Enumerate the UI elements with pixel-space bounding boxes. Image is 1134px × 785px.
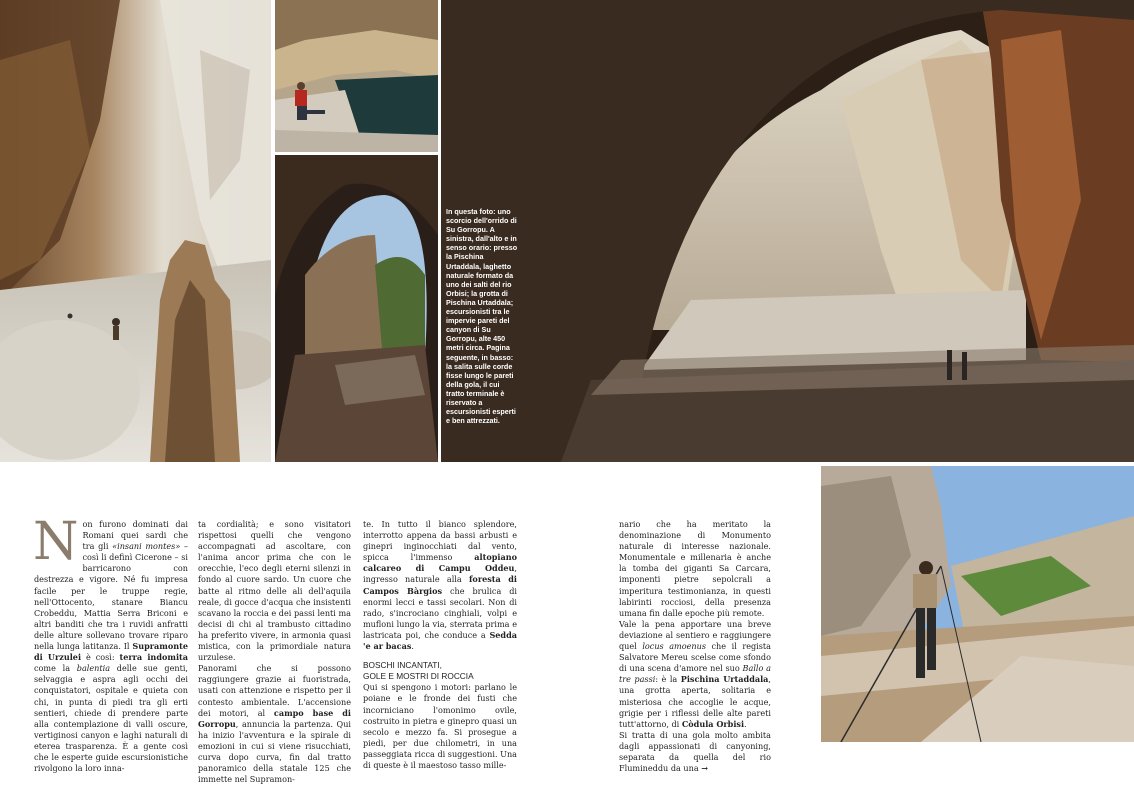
bold-text: campo base di Gorropu [198,707,351,729]
text: , una grotta aperta, solitaria e misteriosa che accoglie le acque, grigie per i riflessi delle alte pareti tutt'attorno, di [619,674,771,729]
photo-climber-fixed-ropes [821,466,1134,742]
text: te. In tutto il bianco splendore, interrotto appena da bassi arbusti e ginepri inginocchiati dal vento, spicca l'immenso [363,519,517,563]
article-column-3 [363,519,517,771]
italic-text: «insani montes» [112,541,181,552]
text: che il regista Salvatore Mereu scelse come sfondo di una scena d'amore nel suo [619,641,771,674]
paragraph: ta cordialità; e sono visitatori rispettosi quelli che vengono accompagnati ad ascoltare, con l'anima ancor prima che con le orecchie, l'eco degli eterni silenzi in fondo al cuore sardo. Un cuore che batte al ritmo delle ali dell'aquila reale, di gocce d'acqua che insistenti scavano la roccia e dei passi lenti ma decisi di chi al trambusto cittadino ha preferito vivere, in armonia quasi mistica, con la primordiale natura urzulese. [198,519,351,663]
text: Vale la pena apportare una breve deviazione al sentiero e raggiungere quel [619,618,771,652]
bold-text: Pischina Urtaddala [680,674,769,685]
text: . [411,641,414,652]
text: Panorami che si possono raggiungere grazie ai fuoristrada, usati con attenzione e rispetto per il contesto ambientale. L'accensione dei motori, al [198,663,351,718]
photo-caption: In questa foto: uno scorcio dell'orrido di Su Gorropu. A sinistra, dall'alto e in senso orario: presso la Pischina Urtaddala, laghetto naturale formato da uno dei salti del rio Orbisi; la grotta di Pischina Urtaddala; escursionisti tra le impervie pareti del canyon di Su Gorropu, alte 450 metri circa. Pagina seguente, in basso: la salita sulle corde fisse lungo le pareti della gola, il cui tratto terminale è riservato a escursionisti esperti e ben attrezzati. [446,207,518,426]
text: , annuncia la partenza. Qui ha inizio l'avventura e la spirale di emozioni in cui si viene risucchiati, curva dopo curva, fin dal tratto panoramico della statale 125 che immette nel Supramon- [198,718,351,785]
photo-grotta-pischina-urtaddala [275,155,438,462]
photo-orrido-su-gorropu [441,0,1134,462]
paragraph: Qui si spengono i motori: parlano le poiane e le fronde dei fusti che incorniciano l'omonimo ovile, costruito in pietra e ginepro quasi un secolo e mezzo fa. Si prosegue a piedi, per due chilometri, in una passeggiata ricca di suggestioni. Una di queste è il maestoso tasso mille- [363,682,517,770]
italic-text: balentia [76,663,111,674]
section-heading [363,660,517,681]
photo-hiker-at-pool [275,0,438,152]
bold-text: terra indomita [119,652,188,663]
bold-text: Sedda 'e ar bacas [363,629,517,652]
article-column-2 [198,519,351,785]
section-heading-line-1: BOSCHI INCANTATI, [363,660,442,671]
italic-text: locus amoenus [642,641,706,652]
bold-text: foresta di Campos Bàrgios [363,574,517,596]
text: on furono dominati dai Romani quei sardi che tra gli [82,519,188,552]
paragraph: Si tratta di una gola molto ambita dagli appassionati di canyoning, separata da quella del rio Flumineddu da una [619,729,771,774]
drop-cap: N [33,512,79,572]
text: delle sue genti, selvaggia e aspra agli occhi dei conquistatori, ospitale e quieta con chi, in punta di piedi tra gli erti sentieri, chiede di prendere parte alla contemplazione di valli oscure, vertiginosi canyon e laghi naturali di eterea trasparenza. È a gente così che le esperte guide escursionistiche rivolgono la loro inna- [34,663,188,774]
article-column-1 [33,512,189,774]
paragraph: nario che ha meritato la denominazione di Monumento naturale di interesse nazionale. Monumentale e millenaria è anche la tomba dei giganti Sa Carcara, imponenti pietre sepolcrali a imperitura testimonianza, in questi labirinti rocciosi, della presenza umana fin dalle epoche più remote. [619,519,771,618]
italic-text: Ballo a tre passi [619,663,771,685]
section-heading-line-2: GOLE E MOSTRI DI ROCCIA [363,670,474,681]
photo-canyon-tree-stump [0,0,271,462]
text: : è la [655,674,681,685]
text: è così: [81,652,120,663]
text: come la [34,663,77,674]
continue-arrow-icon: → [701,763,709,774]
text: che brulica di enormi lecci e tassi secolari. Non di rado, s'incrociano cinghiali, volpi e mufloni lungo la via, sterrata prima e lastricata poi, che conduce a [363,585,517,640]
bold-text: altopiano calcareo di Campu Oddeu [363,552,517,574]
bold-text: Supramonte di Urzulei [34,641,188,663]
text: – così li definì Cicerone – si barricarono con destrezza e vigore. Né fu impresa facile per le truppe regie, nell'Ottocento, stanare Biancu Crobeddu, Mattia Serra Briconi e altri banditi che tra i ruvidi anfratti delle alture sollevano trovare riparo nella lunga latitanza. Il [34,541,189,652]
text: , ingresso naturale alla [363,563,517,585]
text: . [744,718,747,729]
bold-text: Còdula Orbisi [681,718,745,729]
article-column-4 [619,519,771,774]
